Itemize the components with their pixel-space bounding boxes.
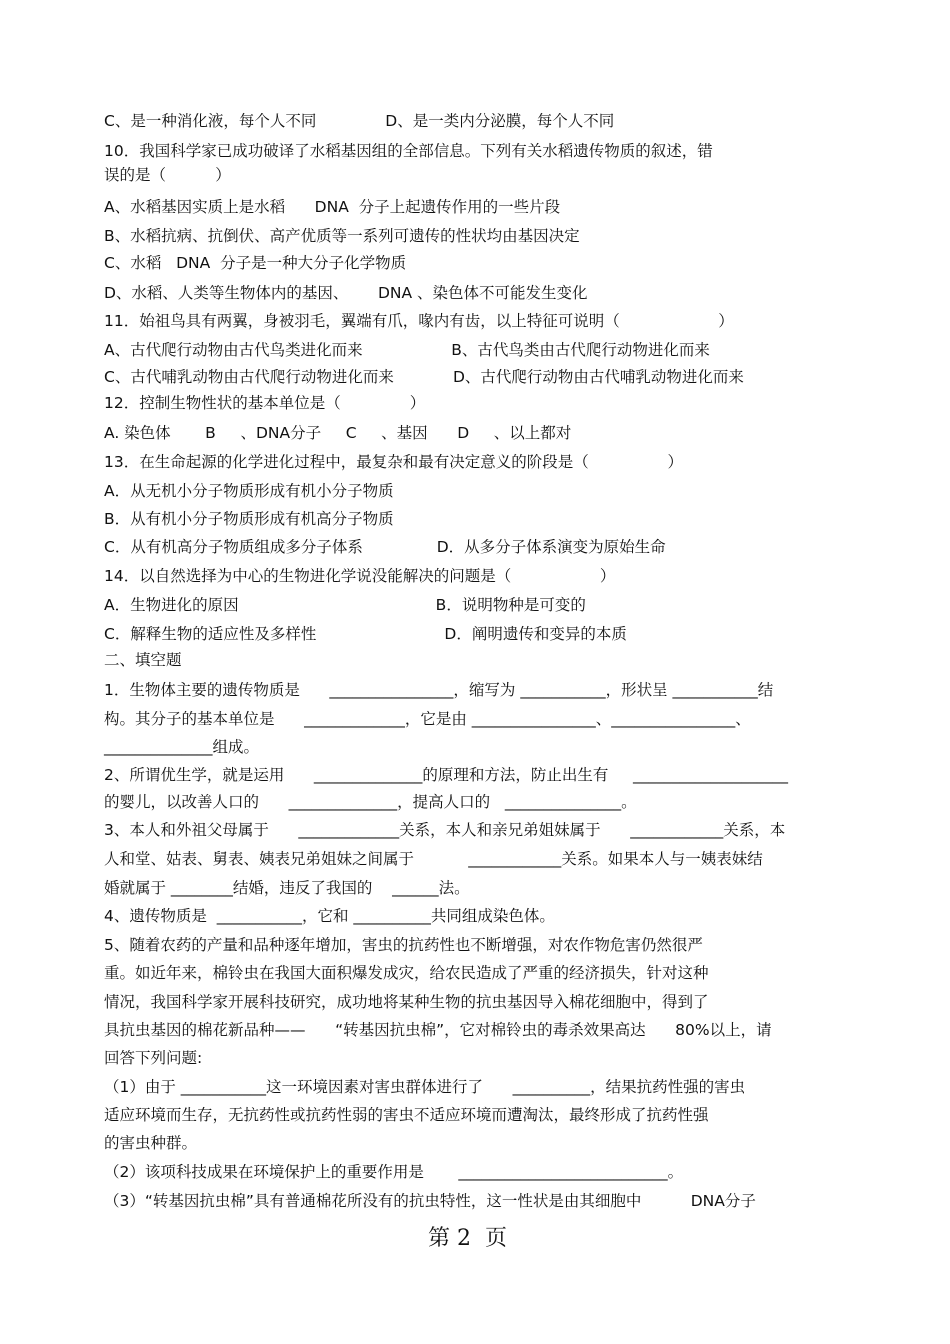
text-line-q13: 13．在生命起源的化学进化过程中，最复杂和最有决定意义的阶段是（ ） — [104, 453, 684, 471]
text-line-q12: 12．控制生物性状的基本单位是（ ） — [104, 394, 426, 412]
text-line-f3-end: 婚就属于 ________结婚，违反了我国的 ______法。 — [104, 879, 470, 897]
text-line-f5-2: 重。如近年来，棉铃虫在我国大面积爆发成灾，给农民造成了严重的经济损失，针对这种 — [104, 964, 709, 982]
text-line-q11: 11．始祖鸟具有两翼，身被羽毛，翼端有爪，喙内有齿，以上特征可说明（ ） — [104, 312, 734, 330]
text-line-f3-cont: 人和堂、姑表、舅表、姨表兄弟姐妹之间属于 ____________关系。如果本人与一姨表妹结 — [104, 850, 763, 868]
text-line-f2: 2、所谓优生学，就是运用 ______________的原理和方法，防止出生有 ____________________ — [104, 766, 789, 784]
text-line-f5: 5、随着农药的产量和品种逐年增加，害虫的抗药性也不断增强，对农作物危害仍然很严 — [104, 936, 703, 954]
text-line-q13-cd: C．从有机高分子物质组成多分子体系 D．从多分子体系演变为原始生命 — [104, 538, 666, 556]
text-line-q10-cont: 误的是（ ） — [104, 166, 231, 184]
text-line-f5-sub1-end: 的害虫种群。 — [104, 1134, 198, 1152]
text-line-q10-a: A、水稻基因实质上是水稻 DNA 分子上起遗传作用的一些片段 — [104, 198, 561, 216]
text-line-q10-d: D、水稻、人类等生物体内的基因、 DNA 、染色体不可能发生变化 — [104, 284, 588, 302]
text-line-f1: 1．生物体主要的遗传物质是 ________________，缩写为 ___________，形状呈 ___________结 — [104, 681, 774, 699]
text-line-f1-cont: 构。其分子的基本单位是 _____________，它是由 ________________、________________、 — [104, 710, 751, 728]
text-line-f5-4: 具抗虫基因的棉花新品种—— “转基因抗虫棉”，它对棉铃虫的毒杀效果高达 80%以上，请 — [104, 1021, 772, 1039]
text-line-q11-ab: A、古代爬行动物由古代鸟类进化而来 B、古代鸟类由古代爬行动物进化而来 — [104, 341, 710, 359]
text-line-q14-ab: A．生物进化的原因 B．说明物种是可变的 — [104, 596, 586, 614]
text-line-option-c-d: C、是一种消化液，每个人不同 D、是一类内分泌膜，每个人不同 — [104, 112, 615, 130]
text-line-f4: 4、遗传物质是 ___________，它和 __________共同组成染色体。 — [104, 907, 555, 925]
text-line-f5-3: 情况，我国科学家开展科技研究，成功地将某种生物的抗虫基因导入棉花细胞中，得到了 — [104, 993, 709, 1011]
text-line-f1-end: ______________组成。 — [104, 738, 260, 756]
text-line-q14-cd: C．解释生物的适应性及多样性 D．阐明遗传和变异的本质 — [104, 625, 627, 643]
text-line-q13-a: A．从无机小分子物质形成有机小分子物质 — [104, 482, 394, 500]
text-line-q14: 14．以自然选择为中心的生物进化学说没能解决的问题是（ ） — [104, 567, 616, 585]
page-number: 第 2 页 — [428, 1226, 507, 1251]
text-line-q11-cd: C、古代哺乳动物由古代爬行动物进化而来 D、古代爬行动物由古代哺乳动物进化而来 — [104, 368, 744, 386]
text-line-f5-sub3: （3）“转基因抗虫棉”具有普通棉花所没有的抗虫特性，这一性状是由其细胞中 DNA分子 — [104, 1192, 756, 1210]
text-line-q13-b: B．从有机小分子物质形成有机高分子物质 — [104, 510, 394, 528]
text-line-f5-sub1-cont: 适应环境而生存，无抗药性或抗药性弱的害虫不适应环境而遭淘汰，最终形成了抗药性强 — [104, 1106, 709, 1124]
text-line-f5-sub2: （2）该项科技成果在环境保护上的重要作用是 ___________________________。 — [104, 1163, 684, 1181]
text-line-f5-5: 回答下列问题: — [104, 1049, 203, 1067]
text-line-f2-cont: 的婴儿，以改善人口的 ______________，提高人口的 _______________。 — [104, 793, 637, 811]
text-line-f5-sub1: （1）由于 ___________这一环境因素对害虫群体进行了 __________，结果抗药性强的害虫 — [104, 1078, 746, 1096]
text-line-q10-b: B、水稻抗病、抗倒伏、高产优质等一系列可遗传的性状均由基因决定 — [104, 227, 580, 245]
text-line-q12-options: A. 染色体 B 、DNA分子 C 、基因 D 、以上都对 — [104, 424, 572, 442]
text-line-q10: 10．我国科学家已成功破译了水稻基因组的全部信息。下列有关水稻遗传物质的叙述，错 — [104, 142, 713, 160]
text-line-q10-c: C、水稻 DNA 分子是一种大分子化学物质 — [104, 254, 407, 272]
section-heading-fill-in: 二、填空题 — [104, 651, 182, 669]
text-line-f3: 3、本人和外祖父母属于 _____________关系，本人和亲兄弟姐妹属于 ____________关系，本 — [104, 821, 786, 839]
